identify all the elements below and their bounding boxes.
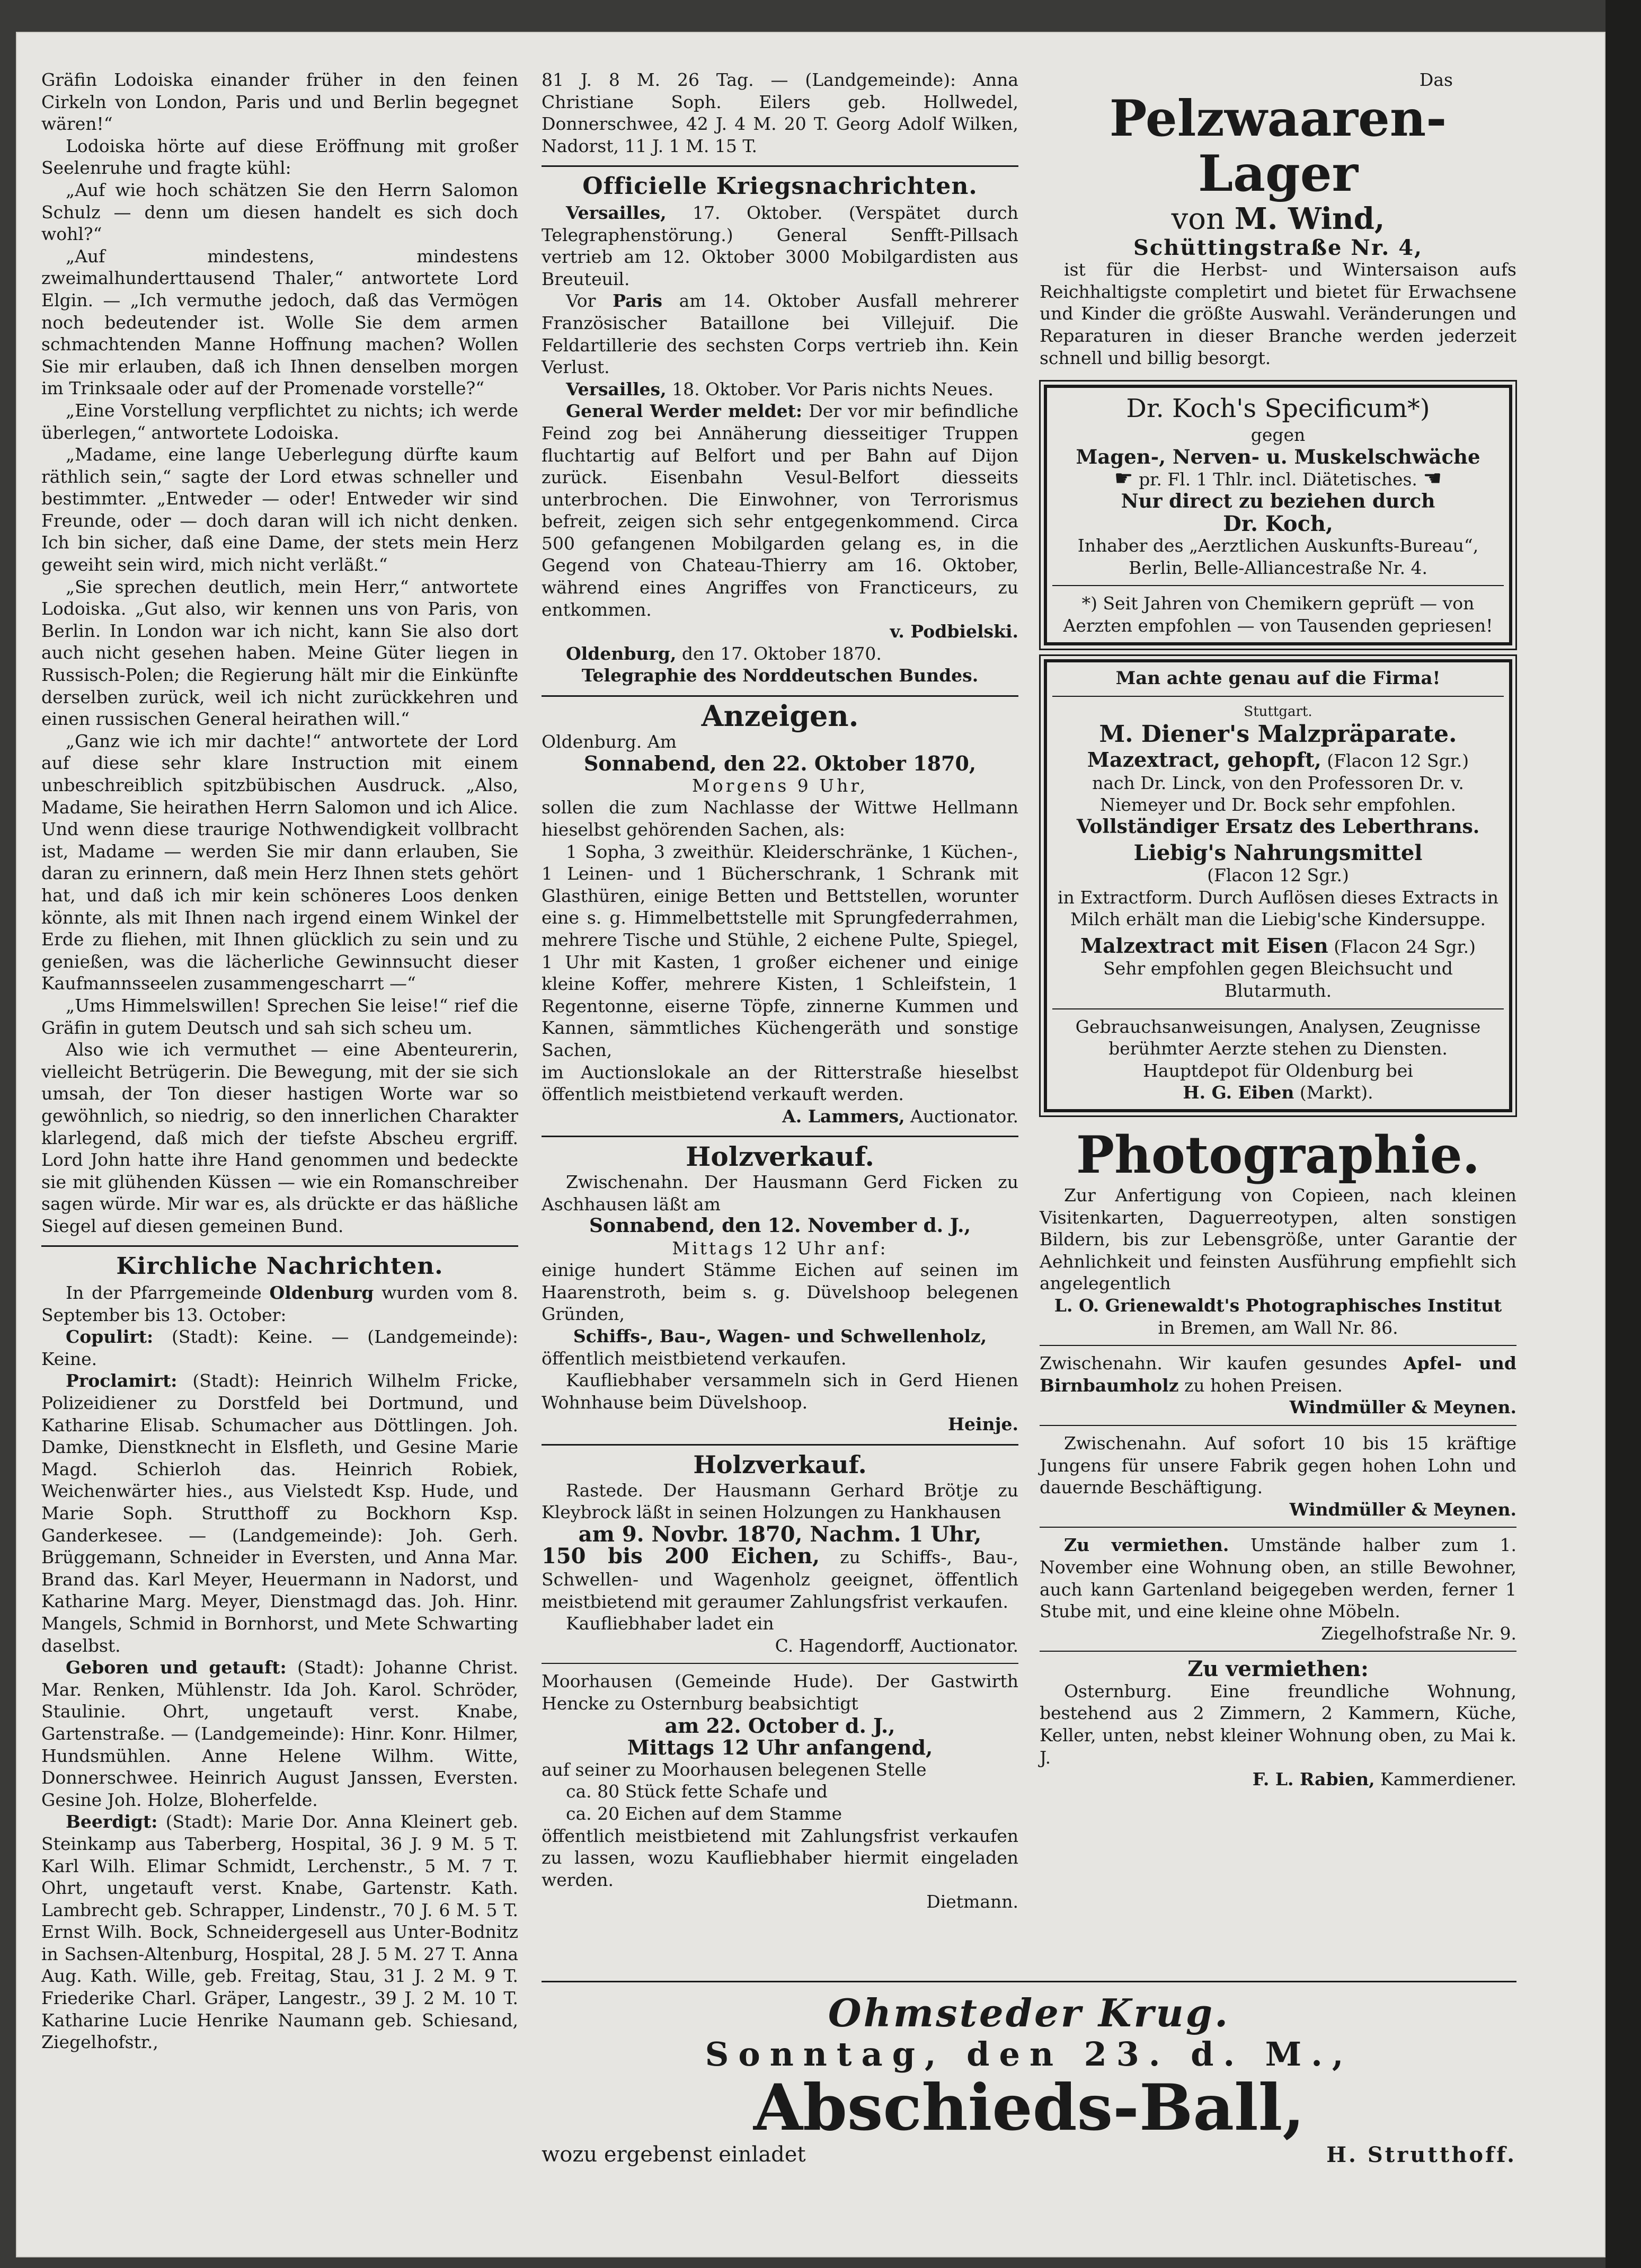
war-news-text: Vor <box>566 290 613 312</box>
auction-signature <box>542 1105 1018 1128</box>
scan-edge <box>1605 0 1641 2268</box>
fur-store-das: Das <box>1419 69 1453 90</box>
proclamirt-label: Proclamirt: <box>66 1370 178 1392</box>
rental-1-text <box>1040 1534 1516 1622</box>
timber-sale-title: Holzverkauf. <box>686 1141 874 1173</box>
war-news-text: 18. Oktober. Vor Paris nichts Neues. <box>666 378 994 400</box>
auction-end: im Auctionslokale an der Ritterstraße hieselbst öffentlich meistbietend verkauft werden. <box>542 1061 1018 1105</box>
malt-ad-box <box>1044 659 1512 1113</box>
divider <box>1052 585 1504 586</box>
divider <box>542 1136 1018 1137</box>
invite-row <box>542 2142 1516 2167</box>
malt-firm-warning: Man achte genau auf die Firma! <box>1115 667 1441 689</box>
proclamirt-entry <box>41 1370 518 1656</box>
church-intro <box>41 1282 518 1326</box>
church-intro-place: Oldenburg <box>269 1282 374 1304</box>
event-date: Sonntag, den 23. d. M., <box>705 2035 1353 2074</box>
malt-product-2-text: in Extractform. Durch Auflösen dieses Extracts in Milch erhält man die Liebig'sche Kindersuppe. <box>1058 887 1498 930</box>
pointing-hand-icon: ☚ <box>1423 466 1442 491</box>
story-paragraph: „Auf wie hoch schätzen Sie den Herrn Salomon Schulz — denn um diesen handelt es sich doch wohl?“ <box>41 179 518 245</box>
fur-store-address: Schüttingstraße Nr. 4, <box>1133 235 1423 260</box>
geboren-label: Geboren und getauft: <box>66 1657 287 1678</box>
timber-sale-2-offer <box>542 1545 1018 1613</box>
divider <box>542 1444 1018 1446</box>
timber-sale-text: Kaufliebhaber versammeln sich in Gerd Hienen Wohnhause beim Düvelshoop. <box>542 1370 1018 1413</box>
church-intro-a: In der Pfarrgemeinde <box>66 1282 270 1304</box>
divider <box>1052 696 1504 697</box>
geboren-text: (Stadt): Johanne Christ. Mar. Renken, Mühlenstr. Ida Joh. Karol. Schröder, Staulinie. Ohrt, ungetauft verst. Knabe, Gartenstraße. — (Landgemeinde): Hinr. Konr. Hilmer, Hundsmühlen. Anne Helene Wilhm. Witte, Donnerschwee. Heinrich August Janssen, Eversten. Gesine Joh. Holze, Bloherfelde. <box>41 1657 519 1810</box>
timber-sale-2-date: am 9. Novbr. 1870, Nachm. 1 Uhr, <box>578 1521 982 1547</box>
wood-purchase-a: Zwischenahn. Wir kaufen gesundes <box>1040 1353 1404 1374</box>
koch-ailments: Magen-, Nerven- u. Muskelschwäche <box>1076 445 1480 468</box>
pointing-hand-icon: ☛ <box>1114 466 1133 491</box>
timber-sale-signature: Heinje. <box>947 1414 1018 1435</box>
timber-sale-2-text: Kaufliebhaber ladet ein <box>566 1613 774 1634</box>
malt-product-1-name: Mazextract, gehopft, <box>1087 748 1321 772</box>
malt-title: M. Diener's Malzpräparate. <box>1099 721 1457 748</box>
divider <box>1052 1008 1504 1009</box>
story-paragraph: Lodoiska hörte auf diese Eröffnung mit großer Seelenruhe und fragte kühl: <box>41 135 518 179</box>
wood-purchase-signature: Windmüller & Meynen. <box>1289 1397 1516 1418</box>
dateline: Versailles, <box>566 202 667 223</box>
job-ad-text: Zwischenahn. Auf sofort 10 bis 15 kräftige Jungens für unsere Fabrik gegen hohen Lohn und dauernde Beschäftigung. <box>1040 1432 1516 1498</box>
divider <box>1040 1425 1516 1426</box>
auctioneer-title: Auctionator. <box>904 1105 1018 1127</box>
divider <box>542 695 1018 697</box>
story-paragraph: „Sie sprechen deutlich, mein Herr,“ antwortete Lodoiska. „Gut also, wir kennen uns von Paris, von Berlin. In London war ich nicht, kann Sie also dort auch nicht gesehen haben. Meine Güter liegen in Russisch-Polen; die Regierung hält mir die Einkünfte derselben zurück, weil ich nicht zurückkehren und einen russischen General heirathen will.“ <box>41 576 518 730</box>
moorhausen-item: ca. 80 Stück fette Schafe und <box>566 1781 828 1802</box>
moorhausen-text: Moorhausen (Gemeinde Hude). Der Gastwirth Hencke zu Osternburg beabsichtigt <box>542 1671 1018 1714</box>
war-news-entry <box>542 378 1018 401</box>
war-news-text: 17. Oktober. (Verspätet durch Telegraphenstörung.) General Senfft-Pillsach vertrieb am 12. Oktober 3000 Mobilgardisten aus Breuteuil. <box>542 202 1018 289</box>
venue-name: Ohmsteder Krug. <box>828 1990 1230 2035</box>
story-paragraph: „Ums Himmelswillen! Sprechen Sie leise!“ rief die Gräfin in gutem Deutsch und sah sich scheu um. <box>41 995 518 1038</box>
fur-store-owner <box>1040 201 1516 237</box>
malt-depot-market: (Markt). <box>1294 1082 1373 1103</box>
copulirt-text: (Stadt): Keine. — (Landgemeinde): Keine. <box>41 1326 518 1369</box>
copulirt-label: Copulirt: <box>66 1326 154 1348</box>
photography-title: Photographie. <box>1076 1125 1480 1185</box>
malt-depot-name: H. G. Eiben <box>1183 1082 1294 1103</box>
moorhausen-date: am 22. October d. J., <box>664 1713 895 1738</box>
moorhausen-item: ca. 20 Eichen auf dem Stamme <box>566 1803 842 1824</box>
auction-time: Morgens 9 Uhr, <box>692 775 868 796</box>
malt-product-2-price: (Flacon 12 Sgr.) <box>1207 865 1349 886</box>
auction-place: Oldenburg. Am <box>542 731 677 752</box>
report-label: General Werder meldet: <box>566 401 803 422</box>
fur-store-name: M. Wind, <box>1234 201 1385 236</box>
malt-product-3-text: Sehr empfohlen gegen Bleichsucht und Blutarmuth. <box>1103 958 1453 1002</box>
dateline: Versailles, <box>566 378 667 400</box>
story-paragraph: „Madame, eine lange Ueberlegung dürfte kaum räthlich sein,“ sagte der Lord etwas schneller und bestimmter. „Entweder — oder! Entweder wir sind Freunde, oder — doch daran will ich nicht denken. Ich bin sicher, daß eine Dame, der stets mein Herz geweiht sein wird, mich nicht verläßt.“ <box>41 444 518 575</box>
timber-sale-2-amount: 150 bis 200 Eichen, <box>542 1544 820 1569</box>
geboren-entry <box>41 1656 518 1811</box>
rental-1-label: Zu vermiethen. <box>1064 1535 1229 1556</box>
rental-1-body: Umstände halber zum 1. November eine Wohnung oben, an stille Bewohner, auch kann Gartenland beigegeben werden, ferner 1 Stube mit, und eine kleine ohne Möbeln. <box>1040 1535 1516 1622</box>
beerdigt-text: (Stadt): Marie Dor. Anna Kleinert geb. Steinkamp aus Taberberg, Hospital, 36 J. 9 M. 5 T. Karl Wilh. Elimar Schmidt, Lerchenstr., 5 M. 7 T. Ohrt, ungetauft verst. Knabe, Gartenstr. Kath. Lambrecht geb. Schrapper, Lindenstr., 70 J. 6 M. 5 T. Ernst Wilh. Bock, Schneidergesell aus Unter-Bodnitz in Sachsen-Altenburg, Hospital, 28 J. 5 M. 27 T. Anna Aug. Kath. Wille, geb. Freitag, Stau, 31 J. 2 M. 9 T. Friederike Charl. Gräper, Langestr., 39 J. 2 M. 10 T. Katharine Lucie Henrike Naumann geb. Schiesand, Ziegelhofstr., <box>41 1811 518 2053</box>
church-intro-c: wurden vom 8. September bis 13. October: <box>41 1282 518 1325</box>
timber-sale-text: einige hundert Stämme Eichen auf seinen im Haarenstroth, beim s. g. Düvelshoop belegenen Gründen, <box>542 1260 1018 1325</box>
auction-date: Sonnabend, den 22. Oktober 1870, <box>583 751 977 776</box>
auction-items: 1 Sopha, 3 zweithür. Kleiderschränke, 1 Küchen-, 1 Leinen- und 1 Bücherschrank, 1 Schrank mit Glasthüren, einige Betten und Bettstellen, worunter eine s. g. Himmelbettstelle mit Sprungfederrahmen, mehrere Tische und Stühle, 2 eichene Pulte, Spiegel, 1 Uhr mit Kasten, 1 großer eichener und einige kleine Koffer, mehrere Kisten, 1 Schleifstein, 1 Regentonne, eiserne Töpfe, zinnerne Kummen und Kannen, sämmtliches Küchengeräth und sonstige Sachen, <box>542 841 1018 1060</box>
malt-depot: Hauptdepot für Oldenburg bei <box>1143 1060 1413 1081</box>
church-news-title: Kirchliche Nachrichten. <box>116 1253 443 1280</box>
malt-product-2-name: Liebig's Nahrungsmittel <box>1133 840 1423 866</box>
column-middle <box>542 69 1018 1913</box>
event-title: Abschieds-Ball, <box>753 2070 1305 2145</box>
wood-purchase-c: zu hohen Preisen. <box>1178 1375 1343 1396</box>
malt-product-3-price: (Flacon 24 Sgr.) <box>1328 936 1476 957</box>
photography-text: Zur Anfertigung von Copieen, nach kleinen Visitenkarten, Daguerreotypen, alten sonstigen Bildern, bis zur Lebensgröße, unter Garantie der Aehnlichkeit und feinsten Ausführung empfiehlt sich angelegentlich <box>1040 1185 1516 1294</box>
rental-2-text: Osternburg. Eine freundliche Wohnung, bestehend aus 2 Zimmern, 2 Kammern, Küche, Keller, unten, nebst kleiner Wohnung oben, zu Mai k. J. <box>1040 1680 1516 1768</box>
story-paragraph: „Auf mindestens, mindestens zweimalhunderttausend Thaler,“ antwortete Lord Elgin. — „Ich vermuthe jedoch, daß das Vermögen noch bedeutender ist. Wolle Sie dem armen schmachtenden Manne Hoffnung machen? Wollen Sie mir erlauben, daß ich Ihnen denselben morgen im Trinksaale oder auf der Promenade vorstelle?“ <box>41 245 518 399</box>
koch-holder: Inhaber des „Aerztlichen Auskunfts-Bureau“, Berlin, Belle-Alliancestraße Nr. 4. <box>1077 535 1479 578</box>
story-paragraph: „Eine Vorstellung verpflichtet zu nichts; ich werde überlegen,“ antwortete Lodoiska. <box>41 400 518 443</box>
auctioneer-name: A. Lammers, <box>782 1105 905 1127</box>
story-paragraph: Gräfin Lodoiska einander früher in den feinen Cirkeln von London, Paris und und Berlin begegnet wären!“ <box>41 69 518 135</box>
photography-institute: L. O. Grienewaldt's Photographisches Institut <box>1054 1295 1502 1316</box>
moorhausen-text: auf seiner zu Moorhausen belegenen Stelle <box>542 1759 927 1780</box>
divider <box>542 1981 1516 1982</box>
timber-sale-2-text: zu Schiffs-, Bau-, Schwellen- und Wagenholz geeignet, öffentlich meistbietend mit geraumer Zahlungsfrist verkaufen. <box>542 1547 1018 1612</box>
host-signature: H. Strutthoff. <box>1326 2142 1516 2167</box>
divider <box>542 1663 1018 1664</box>
koch-price: pr. Fl. 1 Thlr. incl. Diätetisches. <box>1139 469 1417 490</box>
rental-2-signature <box>1040 1768 1516 1791</box>
timber-sale-text: öffentlich meistbietend verkaufen. <box>542 1348 847 1369</box>
war-news-text: am 14. Oktober Ausfall mehrerer Französischer Bataillone bei Villejuif. Die Feldartillerie des sechsten Corps vertrieb ihn. Kein Verlust. <box>542 290 1019 378</box>
koch-price-line <box>1052 468 1504 491</box>
rental-2-title: Zu vermiethen: <box>1187 1656 1369 1682</box>
timber-sale-2-text: Rastede. Der Hausmann Gerhard Brötje zu Kleybrock läßt in seinen Holzungen zu Hankhausen <box>542 1479 1018 1523</box>
rental-1-address: Ziegelhofstraße Nr. 9. <box>1321 1623 1516 1644</box>
wood-purchase-kind: Apfel- und Birnbaumholz <box>1040 1353 1516 1396</box>
ads-title: Anzeigen. <box>701 699 859 733</box>
divider <box>1040 1345 1516 1346</box>
koch-direct: Nur direct zu beziehen durch <box>1121 490 1435 512</box>
burial-continuation: 81 J. 8 M. 26 Tag. — (Landgemeinde): Anna Christiane Soph. Eilers geb. Hollwedel, Donnerschwee, 42 J. 4 M. 20 T. Georg Adolf Wilken, Nadorst, 11 J. 1 M. 15 T. <box>542 69 1018 156</box>
malt-product-1-text: nach Dr. Linck, von den Professoren Dr. v. Niemeyer und Dr. Bock sehr empfohlen. <box>1092 772 1464 816</box>
beerdigt-label: Beerdigt: <box>66 1811 158 1832</box>
divider <box>1040 1651 1516 1652</box>
rental-2-role: Kammerdiener. <box>1374 1769 1516 1790</box>
koch-footnote: *) Seit Jahren von Chemikern geprüft — von Aerzten empfohlen — von Tausenden gepriesen! <box>1063 593 1493 636</box>
fur-store-text: ist für die Herbst- und Wintersaison aufs Reichhaltigste completirt und bietet für Erwachsene und Kinder die größte Auswahl. Veränderungen und Reparaturen in dieser Branche werden jederzeit schnell und billig besorgt. <box>1040 259 1516 368</box>
timber-sale-text: Zwischenahn. Der Hausmann Gerd Ficken zu Aschhausen läßt am <box>542 1171 1018 1215</box>
farewell-ball-ad <box>542 1981 1516 2167</box>
koch-ad-box <box>1044 385 1512 645</box>
koch-title: Dr. Koch's Specificum*) <box>1126 394 1430 424</box>
column-left <box>41 69 518 2053</box>
dateline: Oldenburg, <box>566 643 677 664</box>
column-right <box>1040 69 1516 1791</box>
copulirt-entry <box>41 1326 518 1370</box>
report-signature: v. Podbielski. <box>890 621 1018 642</box>
timber-sale-date: Sonnabend, den 12. November d. J., <box>589 1215 971 1237</box>
timber-sale-2-signature: C. Hagendorff, Auctionator. <box>775 1635 1018 1656</box>
timber-sale-kinds: Schiffs-, Bau-, Wagen- und Schwellenholz, <box>573 1326 987 1347</box>
war-news-text: Der vor mir befindliche Feind zog bei Annäherung diesseitiger Truppen fluchtartig auf Belfort und per Bahn auf Dijon zurück. Eisenbahn Vesul-Belfort diesseits unterbrochen. Die Einwohner, von Terrorismus befreit, zeigen sich sehr entgegenkommend. Circa 500 gefangenen Mobilgarden gelang es, in die Gegend von Chateau-Thierry am 16. Oktober, während eines Angriffes von Francticeurs, zu entkommen. <box>542 401 1019 620</box>
war-news-entry <box>542 290 1018 378</box>
photography-address: in Bremen, am Wall Nr. 86. <box>1158 1317 1398 1338</box>
timber-sale-time: Mittags 12 Uhr anf: <box>672 1237 888 1259</box>
malt-product-3-name: Malzextract mit Eisen <box>1080 933 1328 958</box>
moorhausen-text: öffentlich meistbietend mit Zahlungsfrist verkaufen zu lassen, wozu Kaufliebhaber hiermit eingeladen werden. <box>542 1825 1018 1890</box>
telegraph-credit: Telegraphie des Norddeutschen Bundes. <box>581 665 979 686</box>
divider <box>41 1245 518 1247</box>
koch-gegen: gegen <box>1250 424 1306 446</box>
divider <box>542 165 1018 167</box>
malt-depot-holder <box>1052 1082 1504 1104</box>
invite-text: wozu ergebenst einladet <box>542 2142 806 2167</box>
telegraph-line <box>542 643 1018 665</box>
date-text: den 17. Oktober 1870. <box>676 643 882 664</box>
place-name: Paris <box>613 290 662 312</box>
rental-2-name: F. L. Rabien, <box>1252 1769 1375 1790</box>
koch-name: Dr. Koch, <box>1223 511 1333 536</box>
timber-sale-2-title: Holzverkauf. <box>693 1450 867 1479</box>
war-news-entry <box>542 400 1018 621</box>
malt-city: Stuttgart. <box>1244 704 1312 720</box>
malt-product-3 <box>1052 935 1504 958</box>
war-news-title: Officielle Kriegsnachrichten. <box>582 173 978 200</box>
fur-store-title: Pelzwaaren-Lager <box>1109 89 1447 203</box>
moorhausen-time: Mittags 12 Uhr anfangend, <box>627 1735 933 1760</box>
divider <box>1040 1527 1516 1528</box>
fur-store-von: von <box>1171 201 1235 236</box>
wood-purchase-text <box>1040 1352 1516 1396</box>
malt-usage: Gebrauchsanweisungen, Analysen, Zeugnisse berühmter Aerzte stehen zu Diensten. <box>1075 1016 1481 1059</box>
beerdigt-entry <box>41 1811 518 2053</box>
proclamirt-text: (Stadt): Heinrich Wilhelm Fricke, Polizeidiener zu Dorstfeld bei Dortmund, und Katharine Elisab. Schumacher aus Döttlingen. Joh. Damke, Dienstknecht in Elsfleth, und Gesine Marie Magd. Schierloh das. Heinrich Robiek, Weichenwärter hies., aus Vielstedt Ksp. Hude, und Marie Soph. Strutthoff zu Bockhorn Ksp. Ganderkesee. — (Landgemeinde): Joh. Gerh. Brüggemann, Schneider in Eversten, und Anna Mar. Brand das. Karl Meyer, Heuermann in Nadorst, und Katharine Marg. Meyer, Dienstmagd das. Joh. Hinr. Mangels, Schmid in Bornhorst, und Mete Schwarting daselbst. <box>41 1370 518 1656</box>
war-news-entry <box>542 202 1018 290</box>
story-paragraph: „Ganz wie ich mir dachte!“ antwortete der Lord auf diese sehr klare Instruction mit einem unbeschreiblich spitzbübischen Ausdruck. „Also, Madame, Sie heirathen Herrn Salomon und ich Alice. Und wenn diese traurige Nothwendigkeit vollbracht ist, Madame — werden Sie mir dann erlauben, Sie daran zu erinnern, daß mein Herz Ihnen stets gehört hat, und daß ich mir kein schöneres Loos denken könnte, als mit Ihnen nach irgend einem Winkel der Erde zu fliehen, mit Ihnen glücklich zu sein und zu genießen, was die lächerliche Gewinnsucht dieser Kaufmannsseelen zusammengescharrt —“ <box>41 730 518 994</box>
moorhausen-signature: Dietmann. <box>926 1891 1018 1912</box>
malt-product-1-claim: Vollständiger Ersatz des Leberthrans. <box>1076 815 1480 838</box>
auction-intro: sollen die zum Nachlasse der Wittwe Hellmann hieselbst gehörenden Sachen, als: <box>542 797 1018 840</box>
job-ad-signature: Windmüller & Meynen. <box>1289 1499 1516 1520</box>
malt-product-1-price: (Flacon 12 Sgr.) <box>1321 750 1469 772</box>
malt-product-1 <box>1052 749 1504 772</box>
story-paragraph: Also wie ich vermuthet — eine Abenteurerin, vielleicht Betrügerin. Die Bewegung, mit der sie sich umsah, der Ton dieser hastigen Worte war so gewöhnlich, so niedrig, so den innerlichen Charakter klarlegend, daß mich der tiefste Abscheu ergriff. Lord John hatte ihre Hand genommen und bedeckte sie mit glühenden Küssen — wie ein Romanschreiber sagen würde. Mir war es, als drückte er das häßliche Siegel auf diesen gemeinen Bund. <box>41 1039 518 1236</box>
